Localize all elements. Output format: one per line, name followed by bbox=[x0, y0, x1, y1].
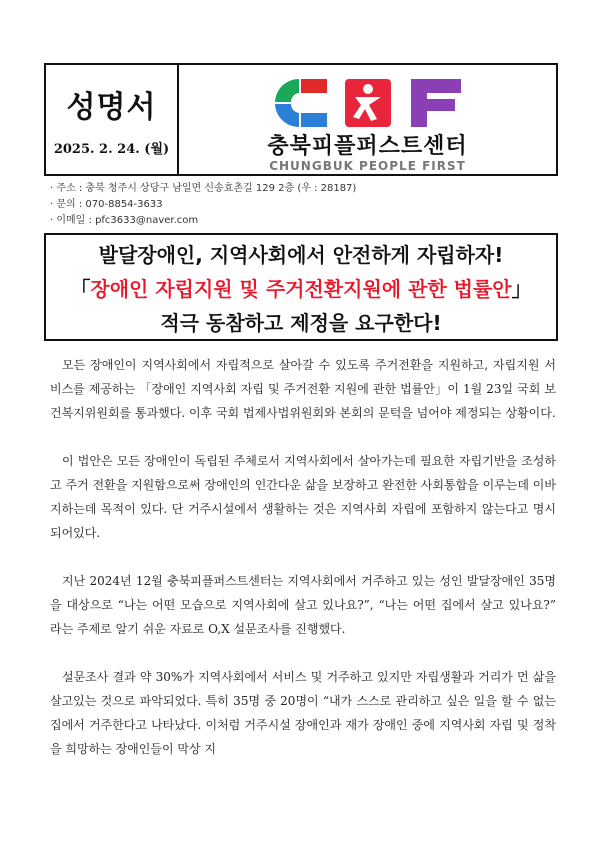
organization-name-english: CHUNGBUK PEOPLE FIRST bbox=[269, 159, 466, 173]
document-title: 성명서 bbox=[66, 90, 157, 125]
headline-box bbox=[44, 233, 558, 341]
paragraph-2: 이 법안은 모든 장애인이 독립된 주체로서 지역사회에서 살아가는데 필요한 자립기반을 조성하고 주거 전환을 지원함으로써 장애인의 인간다운 삶을 보장하고 완전한 사회통합을 이루는데 이바지하는데 목적이 있다. 단 거주시설에서 생활하는 것은 지역사회 자립에 포함하지 않는다고 명시되어있다. bbox=[50, 454, 556, 540]
contact-info bbox=[50, 181, 356, 229]
title-cell bbox=[46, 65, 179, 174]
logo-cell bbox=[179, 65, 556, 174]
contact-email: · 이메일 : pfc3633@naver.com bbox=[50, 215, 199, 226]
logo-f-icon bbox=[411, 79, 461, 127]
organization-name: 충북피플퍼스트센터 bbox=[267, 134, 468, 159]
headline-bracket-close: 」 bbox=[511, 277, 532, 301]
headline-line-3: 적극 동참하고 제정을 요구한다! bbox=[160, 311, 442, 335]
contact-address: · 주소 : 충북 청주시 상당구 남일면 신송효촌길 129 2층 (우 : 28187) bbox=[50, 183, 357, 194]
document-date: 2025. 2. 24. (월) bbox=[53, 142, 170, 157]
logo-p-icon bbox=[345, 79, 391, 127]
headline-bracket-open: 「 bbox=[70, 277, 91, 301]
logo-c-icon bbox=[275, 79, 327, 127]
paragraph-1: 모든 장애인이 지역사회에서 자립적으로 살아갈 수 있도록 주거전환을 지원하고, 자립지원 서비스를 제공하는 「장애인 지역사회 자립 및 주거전환 지원에 관한 법률안」이 1월 23일 국회 보건복지위원회를 통과했다. 이후 국회 법제사법위원회와 본회의 문턱을 넘어야 제정되는 상황이다. bbox=[50, 358, 556, 420]
headline-law-name: 장애인 자립지원 및 주거전환지원에 관한 법률안 bbox=[90, 277, 512, 301]
header-box bbox=[44, 63, 558, 176]
contact-phone: · 문의 : 070-8854-3633 bbox=[50, 199, 163, 210]
headline-line-1: 발달장애인, 지역사회에서 안전하게 자립하자! bbox=[98, 243, 504, 267]
headline-line-2 bbox=[46, 272, 556, 306]
statement-body bbox=[50, 353, 556, 785]
paragraph-4: 설문조사 결과 약 30%가 지역사회에서 서비스 및 거주하고 있지만 자립생활과 거리가 먼 삶을 살고있는 것으로 파악되었다. 특히 35명 중 20명이 “내가 스스로 관리하고 싶은 일을 할 수 없는 집에서 거주한다고 나타났다. 이처럼 거주시설 장애인과 재가 장애인 중에 지역사회 자립 및 정착을 희망하는 장애인들이 막상 지 bbox=[50, 670, 556, 756]
cpf-logo bbox=[265, 75, 475, 130]
paragraph-3: 지난 2024년 12월 충북피플퍼스트센터는 지역사회에서 거주하고 있는 성인 발달장애인 35명을 대상으로 “나는 어떤 모습으로 지역사회에 살고 있나요?”, “나는 어떤 집에서 살고 있나요?” 라는 주제로 알기 쉬운 자료로 O,X 설문조사를 진행했다. bbox=[50, 574, 556, 636]
